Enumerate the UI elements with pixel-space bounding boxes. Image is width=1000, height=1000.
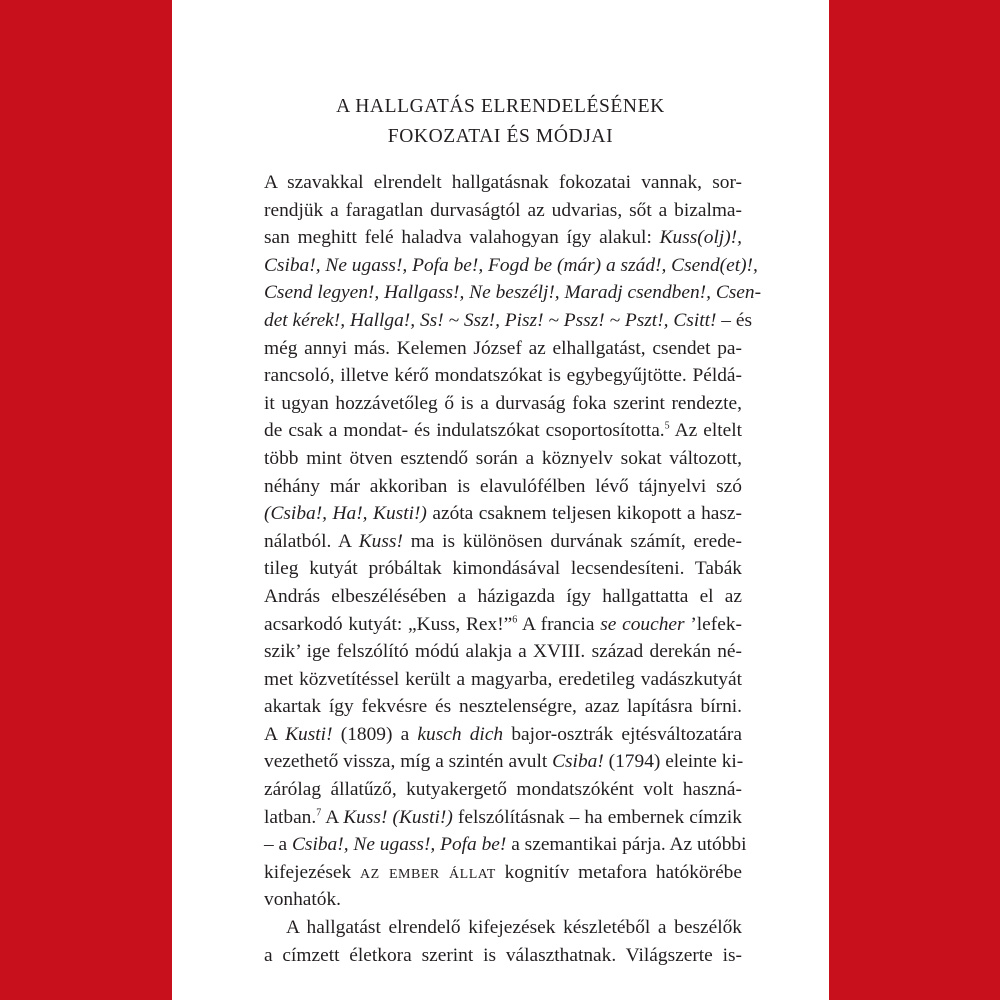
small-caps-term: az ember állat xyxy=(360,861,496,883)
text-line: san meghitt felé haladva valahogyan így alakul: Kuss(olj)!, xyxy=(264,227,742,249)
text-line: (Csiba!, Ha!, Kusti!) azóta csaknem teljesen kikopott a hasz- xyxy=(264,503,742,525)
text-line: néhány már akkoriban is elavulófélben lévő tájnyelvi szó xyxy=(264,475,742,497)
text-line: kifejezések az ember állat kognitív metafora hatókörébe xyxy=(264,861,742,883)
text-line: nálatból. A Kuss! ma is különösen durvának számít, erede- xyxy=(264,530,742,552)
paragraph-start-line: A hallgatást elrendelő kifejezések készletéből a beszélők xyxy=(286,917,742,939)
text-line: Csiba!, Ne ugass!, Pofa be!, Fogd be (már) a szád!, Csend(et)!, xyxy=(264,254,758,276)
book-page xyxy=(172,0,829,1000)
footnote-marker: 7 xyxy=(316,807,322,819)
text-line: det kérek!, Hallga!, Ss! ~ Ssz!, Pisz! ~ Pssz! ~ Pszt!, Csitt! – és xyxy=(264,309,752,331)
text-line: met közvetítéssel került a magyarba, eredetileg vadászkutyát xyxy=(264,668,742,690)
text-line: vezethető vissza, míg a szintén avult Csiba! (1794) eleinte ki- xyxy=(264,751,744,773)
text-line: acsarkodó kutyát: „Kuss, Rex!”$^6$ A francia se coucher ’lefek- xyxy=(264,613,742,635)
text-line: tileg kutyát próbáltak kimondásával lecsendesíteni. Tabák xyxy=(264,558,742,580)
text-line: vonhatók. xyxy=(264,889,342,911)
text-line: latban.$^7$ A Kuss! (Kusti!) felszólításnak – ha embernek címzik xyxy=(264,806,742,828)
text-line: a címzett életkora szerint is választhatnak. Világszerte is- xyxy=(264,944,742,966)
text-line: Csend legyen!, Hallgass!, Ne beszélj!, Maradj csendben!, Csen- xyxy=(264,282,762,304)
text-line: A Kusti! (1809) a kusch dich bajor-osztrák ejtésváltozatára xyxy=(264,723,742,745)
text-line: András elbeszélésében a házigazda így hallgattatta el az xyxy=(264,585,742,607)
text-line: akartak így fekvésre és nesztelenségre, azaz lapításra bírni. xyxy=(264,696,742,718)
chapter-heading xyxy=(172,92,829,152)
text-line: A szavakkal elrendelt hallgatásnak fokozatai vannak, sor- xyxy=(264,172,742,193)
text-line: it ugyan hozzávetőleg ő is a durvaság foka szerint rendezte, xyxy=(264,392,742,414)
text-line: rancsoló, illetve kérő mondatszókat is egybegyűjtötte. Példá- xyxy=(264,365,742,387)
heading-line-2: FOKOZATAI ÉS MÓDJAI xyxy=(387,126,614,147)
text-line: rendjük a faragatlan durvaságtól az udvarias, sőt a bizalma- xyxy=(264,199,742,221)
text-line: több mint ötven esztendő során a köznyelv sokat változott, xyxy=(264,447,742,469)
text-line: de csak a mondat- és indulatszókat csoportosította.$^5$ Az eltelt xyxy=(264,420,742,442)
heading-line-1: A HALLGATÁS ELRENDELÉSÉNEK xyxy=(336,96,665,117)
footnote-marker: 6 xyxy=(512,614,518,626)
text-line: szik’ ige felszólító módú alakja a XVIII. század derekán né- xyxy=(264,641,742,663)
body-text xyxy=(264,169,762,969)
text-line: – a Csiba!, Ne ugass!, Pofa be! a szemantikai párja. Az utóbbi xyxy=(264,834,747,856)
footnote-marker: 5 xyxy=(664,420,670,432)
text-line: zárólag állatűző, kutyakergető mondatszóként volt haszná- xyxy=(264,779,742,801)
text-line: még annyi más. Kelemen József az elhallgatást, csendet pa- xyxy=(264,337,742,359)
